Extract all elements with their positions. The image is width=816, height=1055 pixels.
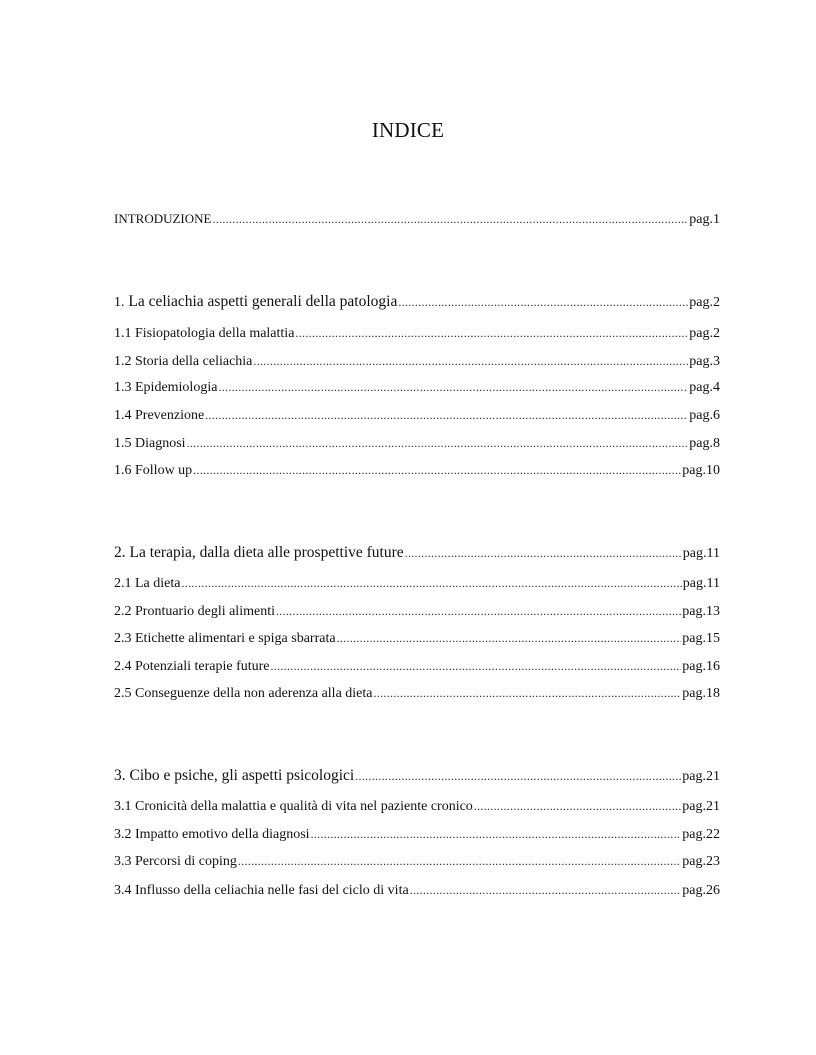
toc-entry-label (114, 767, 354, 786)
toc-page-number: pag.11 (682, 576, 720, 591)
toc-entry-label: 2.3 Etichette alimentari e spiga sbarrata (114, 631, 336, 646)
toc-section-1-4[interactable] (114, 406, 720, 425)
toc-section-2-2[interactable] (114, 602, 720, 621)
toc-page-number: pag.4 (689, 380, 720, 395)
chapter-title: 3. Cibo e psiche, gli aspetti psicologici (114, 767, 355, 784)
toc-page-number: pag.3 (689, 354, 720, 369)
toc-entry-label: 1.5 Diagnosi (114, 436, 186, 451)
toc-page-number: pag.10 (682, 463, 720, 478)
dot-leader (271, 657, 682, 675)
toc-section-1-1[interactable] (114, 324, 720, 343)
toc-page-number: pag.23 (682, 854, 720, 869)
dot-leader (205, 406, 688, 424)
toc-chapter-1[interactable] (114, 293, 720, 312)
toc-chapter-3[interactable] (114, 767, 720, 786)
dot-leader (374, 684, 682, 702)
toc-entry-label: 2.5 Conseguenze della non aderenza alla dieta (114, 686, 373, 701)
toc-intro-row[interactable] (114, 210, 720, 229)
toc-section-3-3[interactable] (114, 852, 720, 871)
dot-leader (474, 797, 681, 815)
dot-leader (181, 574, 681, 592)
toc-page-number: pag.22 (682, 827, 720, 842)
toc-section-1-5[interactable] (114, 434, 720, 453)
toc-entry-label: 3.2 Impatto emotivo della diagnosi (114, 827, 310, 842)
toc-page-number: pag.2 (689, 326, 720, 341)
dot-leader (398, 293, 688, 311)
toc-section-2-3[interactable] (114, 629, 720, 648)
toc-section-1-6[interactable] (114, 461, 720, 480)
dot-leader (337, 629, 682, 647)
toc-page-number: pag.1 (689, 212, 720, 227)
toc-section-1-3[interactable] (114, 378, 720, 397)
dot-leader (410, 881, 682, 899)
toc-page-number: pag.11 (682, 546, 720, 561)
toc-entry-label: 2.2 Prontuario degli alimenti (114, 604, 275, 619)
toc-section-3-4[interactable] (114, 881, 720, 900)
toc-section-1-2[interactable] (114, 352, 720, 371)
dot-leader (238, 852, 681, 870)
toc-entry-label: 3.4 Influsso della celiachia nelle fasi del ciclo di vita (114, 883, 409, 898)
toc-entry-label: INTRODUZIONE (114, 211, 212, 226)
toc-entry-label: 1.3 Epidemiologia (114, 380, 218, 395)
toc-entry-label: 1.4 Prevenzione (114, 408, 205, 423)
toc-page-number: pag.26 (682, 883, 720, 898)
dot-leader (311, 825, 682, 843)
toc-page-number: pag.21 (682, 799, 720, 814)
dot-leader (253, 352, 688, 370)
chapter-title: 2. La terapia, dalla dieta alle prospettive future (114, 544, 404, 561)
toc-page-number: pag.8 (689, 436, 720, 451)
dot-leader (218, 378, 688, 396)
toc-entry-label: 1.1 Fisiopatologia della malattia (114, 326, 295, 341)
toc-entry-label: 2.1 La dieta (114, 576, 181, 591)
toc-entry-label: 1.2 Storia della celiachia (114, 354, 253, 369)
toc-page-number: pag.18 (682, 686, 720, 701)
toc-page-number: pag.13 (682, 604, 720, 619)
toc-chapter-2[interactable] (114, 544, 720, 563)
toc-section-3-1[interactable] (114, 797, 720, 816)
dot-leader (405, 544, 682, 562)
chapter-title: La celiachia aspetti generali della patologia (124, 293, 398, 310)
toc-page-number: pag.6 (689, 408, 720, 423)
toc-entry-label (114, 544, 404, 563)
toc-entry-label: 2.4 Potenziali terapie future (114, 659, 270, 674)
toc-section-3-2[interactable] (114, 825, 720, 844)
dot-leader (193, 461, 681, 479)
dot-leader (355, 767, 681, 785)
toc-section-2-1[interactable] (114, 574, 720, 593)
toc-entry-label: 1.6 Follow up (114, 463, 193, 478)
dot-leader (212, 210, 688, 228)
toc-page-number: pag.21 (682, 769, 720, 784)
toc-page-number: pag.16 (682, 659, 720, 674)
toc-section-2-4[interactable] (114, 657, 720, 676)
toc-section-2-5[interactable] (114, 684, 720, 703)
toc-page-number: pag.15 (682, 631, 720, 646)
dot-leader (187, 434, 689, 452)
dot-leader (295, 324, 688, 342)
chapter-number: 1. (114, 295, 125, 310)
toc-entry-label: 3.3 Percorsi di coping (114, 854, 237, 869)
toc-entry-label: 3.1 Cronicità della malattia e qualità di vita nel paziente cronico (114, 799, 473, 814)
dot-leader (276, 602, 681, 620)
toc-entry-label (114, 293, 397, 312)
toc-page-number: pag.2 (689, 295, 720, 310)
page-title: INDICE (371, 118, 445, 142)
